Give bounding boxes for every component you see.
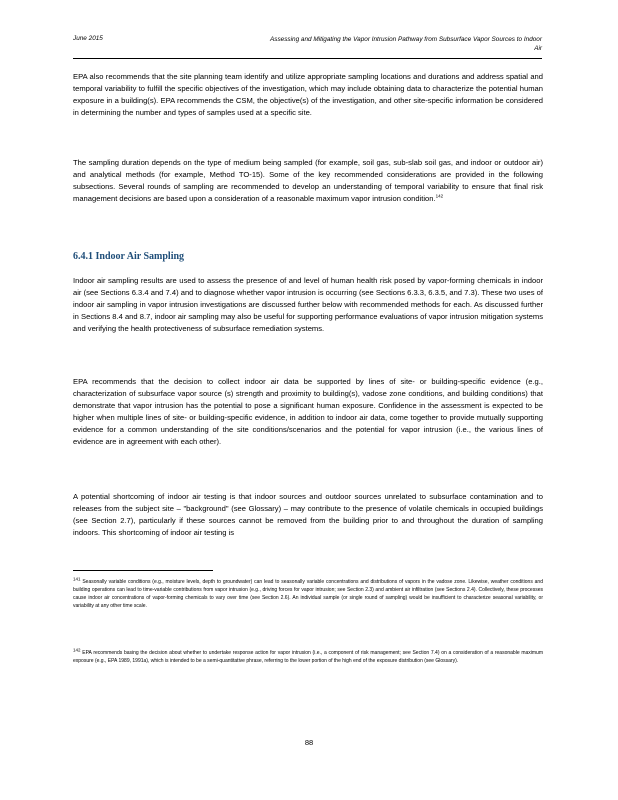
footnote-141 (73, 578, 543, 610)
footnote-text: EPA recommends basing the decision about whether to undertake response action for vapor intrusion (i.e., a component of risk management; see Section 7.4) on a consideration of a reasonable maximum exposure (e.g., EPA 1989, 1991a), which is intended to be a semi-quantitative phrase, referring to the lower portion of the high end of the exposure distribution (see Glossary). (73, 650, 544, 664)
footnote-text: Seasonally variable conditions (e.g., moisture levels, depth to groundwater) can lead to seasonally variable concentrations and distributions of vapors in the vadose zone. Likewise, weather conditions and building operations can lead to time-variable contributions from vapor intrusion (e.g., driving forces for vapor intrusion; see Section 2.3) and ambient air infiltration (see Sections 2.4). Collectively, these processes cause indoor air concentrations of vapor-forming chemicals to vary over time (see Section 2.6). An individual sample (or single round of sampling) would be insufficient to characterize seasonal variability, or variability at any other time scale. (73, 579, 543, 609)
footnote-142 (73, 649, 543, 665)
paragraph-1: EPA also recommends that the site planning team identify and utilize appropriate sampling locations and durations and address spatial and temporal variability to fulfill the specific objectives of the investigation, which may include obtaining data to characterize the potential human exposure in a building(s). EPA recommends the CSM, the objective(s) of the investigation, and other site-specific information be considered in determining the number and types of samples used at a specific site. (73, 72, 543, 117)
paragraph-2-text: The sampling duration depends on the type of medium being sampled (for example, soil gas, sub-slab soil gas, and indoor or outdoor air) and analytical methods (for example, Method TO-15). Some of the key recommended considerations are provided in the following subsections. Several rounds of sampling are recommended to develop an understanding of temporal variability to ensure that final risk management decisions are based upon a consideration of a reasonable maximum vapor intrusion condition. (73, 158, 543, 203)
section-heading: 6.4.1 Indoor Air Sampling (73, 251, 185, 262)
header-date: June 2015 (73, 35, 103, 42)
footnote-number: 141 (73, 576, 81, 582)
footnote-rule (73, 570, 213, 571)
footnote-number: 142 (73, 647, 81, 653)
paragraph-3: Indoor air sampling results are used to assess the presence of and level of human health risk posed by vapor-forming chemicals in indoor air (see Sections 6.3.4 and 7.4) and to diagnose whether vapor intrusion is occurring (see Sections 6.3.3, 6.3.5, and 7.3). These two uses of indoor air sampling in vapor intrusion investigations are discussed further below with recommended methods for each. As discussed further in Sections 8.4 and 8.7, indoor air sampling may also be useful for supporting performance evaluations of vapor intrusion mitigation systems and verifying the health protectiveness of subsurface remediation systems. (73, 276, 543, 333)
paragraph-5: A potential shortcoming of indoor air testing is that indoor sources and outdoor sources unrelated to subsurface contamination and to releases from the subject site – "background" (see Glossary) – may contribute to the presence of volatile chemicals in occupied buildings (see Section 2.7), particularly if these sources cannot be removed from the building prior to and throughout the duration of sampling indoors. This shortcoming of indoor air testing is (73, 492, 543, 537)
paragraph-2 (73, 157, 543, 205)
header-rule (73, 58, 542, 59)
footnote-ref-142: 142 (435, 193, 444, 199)
header-title: Assessing and Mitigating the Vapor Intrusion Pathway from Subsurface Vapor Sources to Indoor Air (270, 36, 542, 52)
paragraph-4: EPA recommends that the decision to collect indoor air data be supported by lines of site- or building-specific evidence (e.g., characterization of subsurface vapor source (s) strength and proximity to building(s), vadose zone conditions, and building conditions) that demonstrate that vapor intrusion has the potential to pose a significant human exposure. Confidence in the assessment is expected to be higher when multiple lines of site- or building-specific evidence, in addition to indoor air data, come together to provide mutually supporting evidence for a common understanding of the site conditions/scenarios and the potential for vapor intrusion (i.e., the various lines of evidence are in agreement with each other). (73, 377, 543, 446)
page-number: 88 (304, 738, 314, 747)
